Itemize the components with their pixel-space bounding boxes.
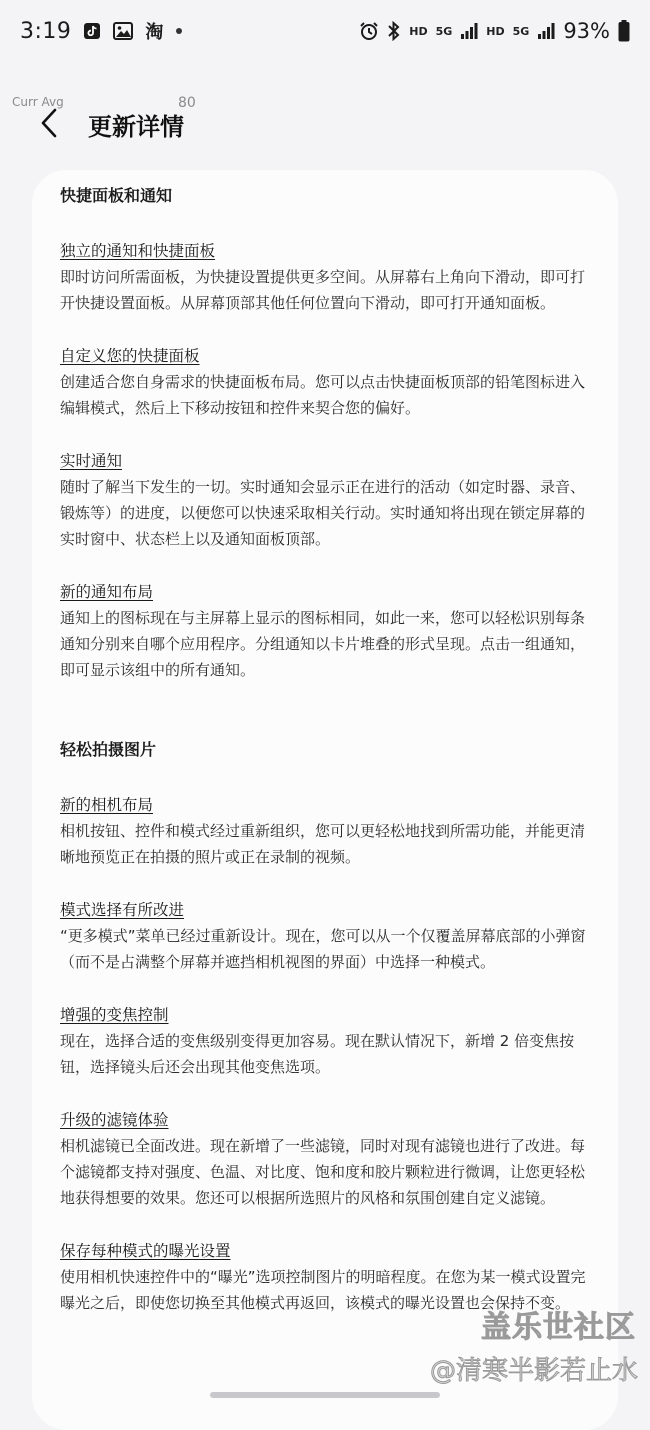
item-body: “更多模式”菜单已经过重新设计。现在，您可以从一个仅覆盖屏幕底部的小弹窗（而不是占满整个屏幕并遮挡相机视图的界面）中选择一种模式。	[60, 927, 586, 971]
update-item	[60, 792, 590, 870]
tiktok-icon	[83, 22, 101, 40]
hd-label-1: HD	[409, 24, 428, 38]
gallery-icon	[113, 22, 133, 40]
item-body: 使用相机快速控件中的“曝光”选项控制图片的明暗程度。在您为某一模式设置完曝光之后，即使您切换至其他模式再返回，该模式的曝光设置也会保持不变。	[60, 1268, 586, 1312]
battery-icon	[618, 20, 630, 42]
battery-percent: 93%	[563, 19, 610, 43]
back-arrow-icon	[39, 107, 61, 143]
item-title: 保存每种模式的曝光设置	[60, 1242, 231, 1260]
item-body: 通知上的图标现在与主屏幕上显示的图标相同，如此一来，您可以轻松识别每条通知分别来自哪个应用程序。分组通知以卡片堆叠的形式呈现。点击一组通知，即可显示该组中的所有通知。	[60, 609, 586, 679]
bluetooth-icon	[387, 21, 401, 41]
item-body: 相机按钮、控件和模式经过重新组织，您可以更轻松地找到所需功能，并能更清晰地预览正在拍摄的照片或正在录制的视频。	[60, 822, 586, 866]
item-title: 实时通知	[60, 452, 123, 470]
network-type-2: 5G	[512, 24, 530, 38]
item-title: 新的相机布局	[60, 796, 154, 814]
status-time: 3:19	[20, 18, 72, 44]
item-body: 相机滤镜已全面改进。现在新增了一些滤镜，同时对现有滤镜也进行了改进。每个滤镜都支持对强度、色温、对比度、饱和度和胶片颗粒进行微调，让您更轻松地获得想要的效果。您还可以根据所选照片的风格和氛围创建自定义滤镜。	[60, 1137, 586, 1207]
network-type-1: 5G	[435, 24, 453, 38]
update-details-content	[60, 184, 590, 1343]
section-title: 轻松拍摄图片	[60, 740, 157, 759]
home-indicator[interactable]	[210, 1392, 440, 1398]
watermark-community: 盖乐世社区	[481, 1310, 636, 1345]
curr-avg-value: 80	[178, 95, 196, 111]
item-title: 独立的通知和快捷面板	[60, 242, 216, 260]
item-title: 模式选择有所改进	[60, 901, 185, 919]
item-body: 现在，选择合适的变焦级别变得更加容易。现在默认情况下，新增 2 倍变焦按钮，选择镜头后还会出现其他变焦选项。	[60, 1032, 575, 1076]
item-title: 增强的变焦控制	[60, 1006, 169, 1024]
status-bar	[0, 0, 650, 62]
section-title: 快捷面板和通知	[60, 186, 173, 205]
item-title: 新的通知布局	[60, 583, 154, 601]
page-title: 更新详情	[88, 113, 184, 141]
update-item	[60, 448, 590, 552]
notification-dot-icon	[175, 27, 183, 35]
header	[0, 95, 650, 155]
item-body: 随时了解当下发生的一切。实时通知会显示正在进行的活动（如定时器、录音、锻炼等）的进度，以便您可以快速采取相关行动。实时通知将出现在锁定屏幕的实时窗中、状态栏上以及通知面板顶部。	[60, 478, 586, 548]
item-title: 升级的滤镜体验	[60, 1111, 169, 1129]
update-item	[60, 238, 590, 316]
section-quick-panel	[60, 184, 590, 683]
signal-icon-2	[537, 23, 555, 39]
taobao-icon: 淘	[145, 22, 164, 43]
update-item	[60, 1107, 590, 1211]
signal-icon-1	[460, 23, 478, 39]
curr-avg-label: Curr Avg	[12, 95, 64, 109]
watermark-author: @清寒半影若止水	[429, 1356, 638, 1386]
section-divider	[60, 710, 590, 738]
item-title: 自定义您的快捷面板	[60, 347, 200, 365]
hd-label-2: HD	[486, 24, 505, 38]
alarm-icon	[359, 21, 379, 41]
item-body: 创建适合您自身需求的快捷面板布局。您可以点击快捷面板顶部的铅笔图标进入编辑模式，然后上下移动按钮和控件来契合您的偏好。	[60, 373, 586, 417]
update-item	[60, 897, 590, 975]
back-button[interactable]	[30, 105, 70, 145]
update-item	[60, 1002, 590, 1080]
update-item	[60, 343, 590, 421]
item-body: 即时访问所需面板，为快捷设置提供更多空间。从屏幕右上角向下滑动，即可打开快捷设置面板。从屏幕顶部其他任何位置向下滑动，即可打开通知面板。	[60, 268, 586, 312]
update-item	[60, 579, 590, 683]
section-camera	[60, 738, 590, 1316]
